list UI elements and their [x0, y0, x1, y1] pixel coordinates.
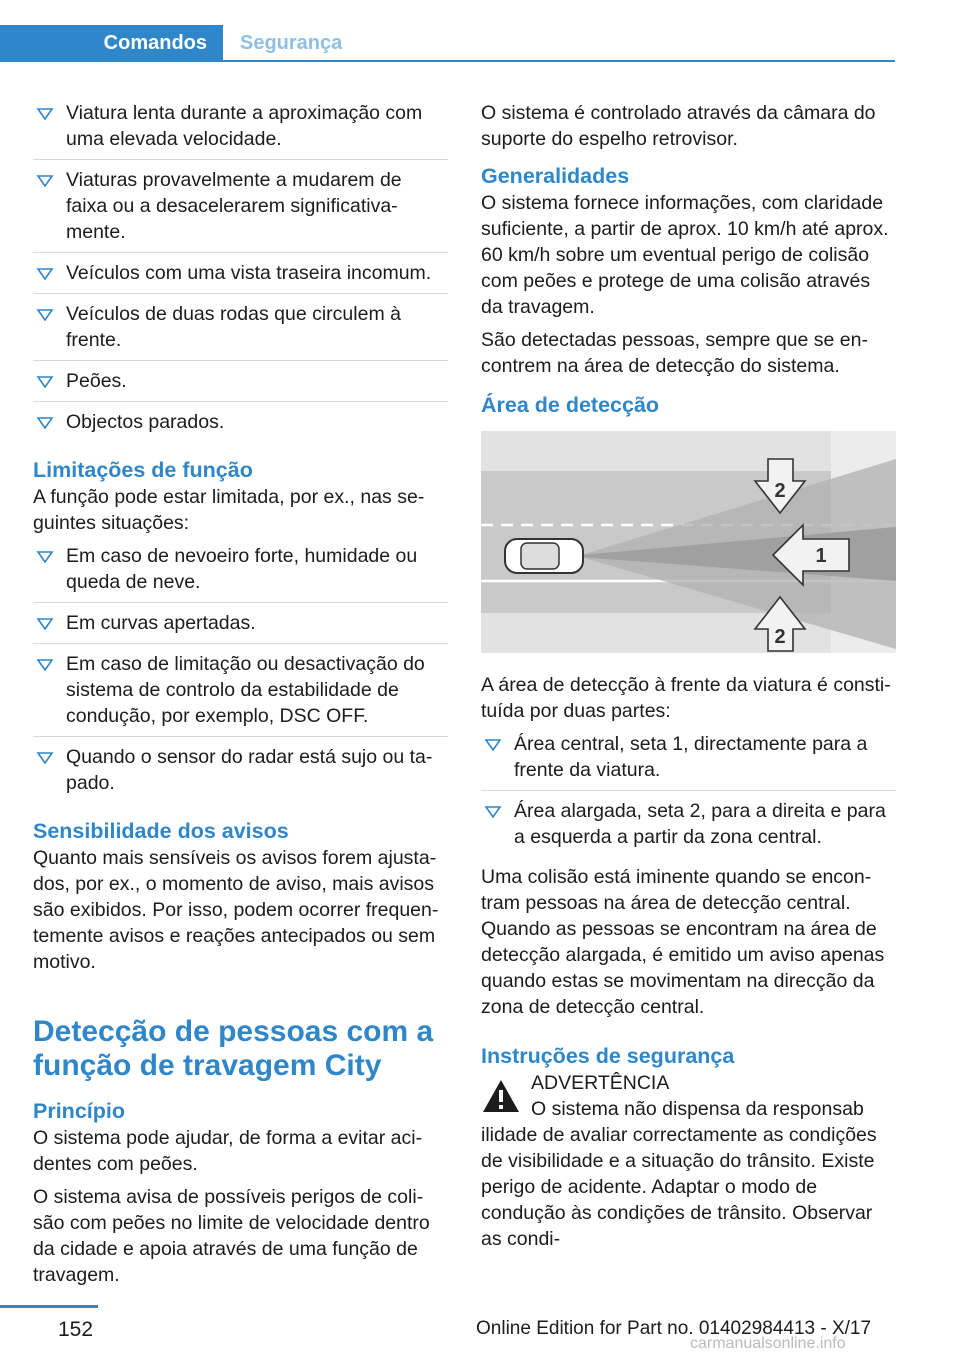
warning-text: ilidade de avaliar correctamente as condições de visibilidade e a situação do trânsito. Existe perigo de acidente. Adaptar o modo de condução às condições de trânsito. Observar as condi- [481, 1124, 877, 1250]
list-item [33, 409, 448, 442]
tab-seguranca[interactable]: Segurança [240, 32, 343, 54]
footer-rule [0, 1305, 98, 1308]
list-item [33, 167, 448, 253]
list-item-text: Em caso de nevoeiro forte, humidade ou queda de neve. [66, 545, 418, 593]
list-item-text: Em caso de limitação ou desactivação do sistema de controlo da estabilidade de condução, por exemplo, DSC OFF. [66, 653, 425, 727]
section-heading: Detecção de pessoas com a função de travagem City [33, 1015, 434, 1082]
area-intro: A área de detecção à frente da viatura é constituída por duas partes: [481, 674, 891, 722]
list-item [33, 260, 448, 294]
watermark: carmanualsonline.info [690, 1335, 846, 1352]
warning-block [481, 1070, 896, 1122]
limits-list [33, 543, 448, 803]
edition-note: Online Edition for Part no. 01402984413 - X/17 [476, 1318, 872, 1339]
right-column [481, 100, 896, 1259]
arrow-2-bottom-label: 2 [774, 626, 786, 648]
sensitivity-heading: Sensibilidade dos avisos [33, 819, 289, 843]
list-item [33, 651, 448, 737]
list-item-text: Área central, seta 1, directamente para a frente da viatura. [514, 733, 868, 781]
car-icon [505, 539, 583, 573]
warning-title: ADVERTÊNCIA [531, 1072, 670, 1094]
left-column [33, 100, 448, 1295]
list-item [33, 543, 448, 603]
principle-heading: Princípio [33, 1099, 125, 1123]
list-item-text: Veículos de duas rodas que circulem à frente. [66, 303, 401, 351]
limits-heading: Limitações de função [33, 458, 253, 482]
area-text: Uma colisão está iminente quando se encontram pessoas na área de detecção central. Quando as pessoas se encontram na área de detecção alargada, é emitido um aviso apenas quando estas se movimentam na direcção da zona de detecção central. [481, 866, 885, 1018]
principle-text-2: O sistema avisa de possíveis perigos de colisão com peões no limite de velocidade dentro da cidade e apoia através de uma função de travagem. [33, 1186, 430, 1286]
limits-intro: A função pode estar limitada, por ex., nas seguintes situações: [33, 486, 425, 534]
detection-area-figure [481, 431, 896, 653]
list-item [33, 301, 448, 361]
list-item-text: Veículos com uma vista traseira incomum. [66, 262, 432, 284]
list-item [33, 610, 448, 644]
sensitivity-text: Quanto mais sensíveis os avisos forem ajustados, por ex., o momento de aviso, mais avisos são exibidos. Por isso, podem ocorrer frequentemente avisos e reações antecipados ou sem motivo. [33, 847, 439, 973]
list-item [33, 100, 448, 160]
area-list [481, 731, 896, 857]
page-number: 152 [58, 1318, 94, 1341]
warning-text-first-line: O sistema não dispensa da responsab [531, 1098, 864, 1120]
list-item-text: Quando o sensor do radar está sujo ou tapado. [66, 746, 433, 794]
general-heading: Generalidades [481, 164, 630, 188]
camera-intro: O sistema é controlado através da câmara do suporte do espelho retrovisor. [481, 102, 876, 150]
chapter-tabs [0, 0, 960, 62]
arrow-1-label: 1 [815, 545, 827, 567]
principle-text-1: O sistema pode ajudar, de forma a evitar acidentes com peões. [33, 1127, 423, 1175]
arrow-2-top-label: 2 [774, 480, 786, 502]
safety-heading: Instruções de segurança [481, 1044, 735, 1068]
general-text-1: O sistema fornece informações, com claridade suficiente, a partir de aprox. 10 km/h até aprox. 60 km/h sobre um eventual perigo de colisão com peões e protege de uma colisão através da travagem. [481, 192, 889, 318]
tab-comandos[interactable]: Comandos [0, 25, 223, 61]
list-item-text: Objectos parados. [66, 411, 225, 433]
situations-list [33, 100, 448, 442]
list-item [33, 368, 448, 402]
list-item-text: Área alargada, seta 2, para a direita e para a esquerda a partir da zona central. [514, 800, 886, 848]
list-item-text: Em curvas apertadas. [66, 612, 256, 634]
general-text-2: São detectadas pessoas, sempre que se encontrem na área de detecção do sistema. [481, 329, 868, 377]
list-item [33, 744, 448, 803]
header-rule [0, 60, 895, 62]
list-item-text: Viaturas provavelmente a mudarem de faixa ou a desacelerarem significativamente. [66, 169, 402, 243]
list-item-text: Peões. [66, 370, 127, 392]
list-item [481, 731, 896, 791]
warning-triangle-icon [481, 1078, 521, 1114]
list-item-text: Viatura lenta durante a aproximação com uma elevada velocidade. [66, 102, 423, 150]
area-heading: Área de detecção [481, 393, 660, 417]
list-item [481, 798, 896, 857]
